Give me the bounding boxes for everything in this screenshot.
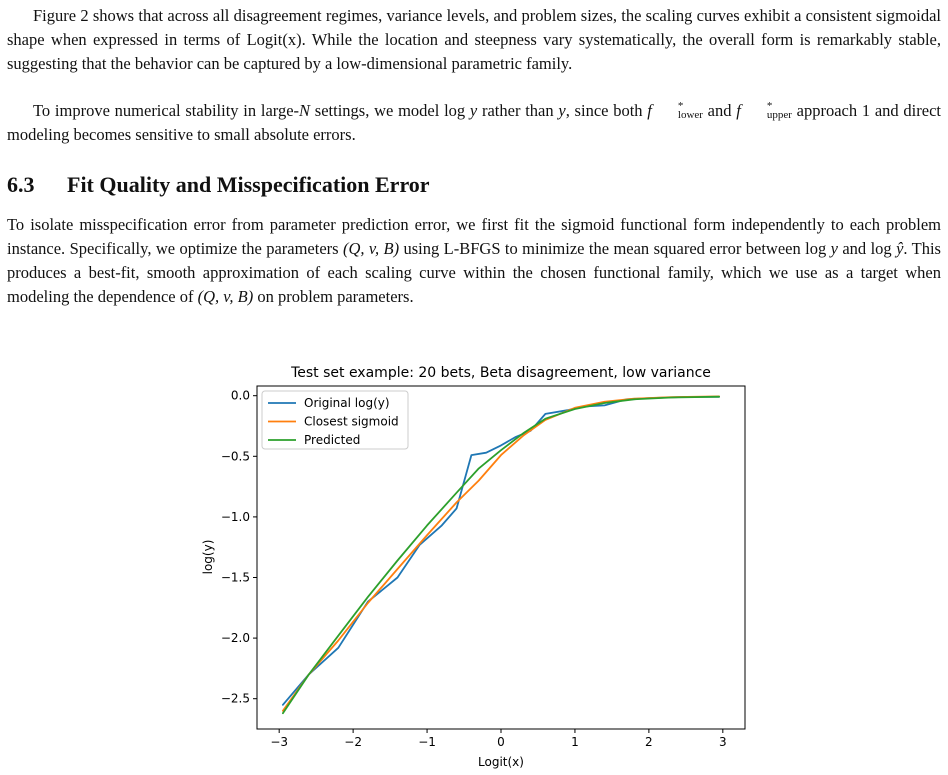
chart-legend: [262, 391, 408, 449]
x-tick-label: 2: [645, 735, 653, 749]
figure-chart: [0, 355, 948, 775]
section-title: Fit Quality and Misspecification Error: [67, 172, 430, 197]
y-tick-label: −0.5: [220, 449, 250, 464]
legend-label: Closest sigmoid: [304, 414, 399, 429]
y-tick-label: −2.0: [220, 631, 250, 646]
y-tick-label: −1.0: [220, 509, 250, 524]
math-y: y: [558, 101, 566, 120]
math-sub-sup: [652, 100, 703, 121]
math-f: f: [736, 101, 741, 120]
section-heading: [7, 172, 430, 198]
section-number: 6.3: [7, 172, 35, 197]
x-tick-label: −2: [344, 735, 362, 749]
paragraph-fit-quality: [7, 213, 941, 309]
paragraph-log-modeling: [7, 99, 941, 147]
paragraph-3-text-4: . This produces a best-fit, smooth approximation of each scaling curve within the chosen functional family, which we use as a target when modeling the dependence of: [7, 239, 941, 306]
legend-label: Original log(y): [304, 396, 390, 410]
x-axis-ticks: [270, 729, 726, 749]
paragraph-figure-2-discussion: [7, 4, 941, 76]
math-params: (Q, v, B): [197, 287, 254, 306]
math-sub-sup: [741, 100, 792, 121]
legend-label: Predicted: [304, 433, 361, 447]
paragraph-2-text-3: rather than: [477, 101, 559, 120]
math-f-lower: [647, 101, 703, 120]
x-tick-label: 1: [571, 735, 579, 749]
math-star: *: [677, 100, 684, 112]
chart-svg: [0, 355, 948, 775]
paragraph-2-text-1: To improve numerical stability in large-: [33, 101, 300, 120]
paragraph-3-text-2: using L-BFGS to minimize the mean squared error between log: [399, 239, 831, 258]
paragraph-2-text-4: , since both: [565, 101, 648, 120]
math-y: y: [830, 239, 838, 258]
math-f: f: [647, 101, 652, 120]
y-axis-label: log(y): [201, 539, 215, 575]
math-f-upper: [736, 101, 792, 120]
paragraph-2-text-6: approach 1 and direct modeling becomes sensitive to small absolute errors.: [7, 101, 941, 144]
y-tick-label: −2.5: [220, 691, 250, 706]
paragraph-3-text-1: To isolate misspecification error from parameter prediction error, we first fit the sigmoid functional form independently to each problem instance. Specifically, we optimize the parameters: [7, 215, 941, 258]
paragraph-1-text: Figure 2 shows that across all disagreement regimes, variance levels, and problem sizes, the scaling curves exhibit a consistent sigmoidal shape when expressed in terms of Logit(x). While the location and steepness vary systematically, the overall form is remarkably stable, suggesting that the behavior can be captured by a low-dimensional parametric family.: [7, 6, 941, 73]
math-subscript-upper: upper: [766, 109, 792, 121]
math-y-hat: ŷ: [896, 239, 904, 258]
y-tick-label: −1.5: [220, 570, 250, 585]
y-tick-label: 0.0: [230, 388, 250, 403]
paragraph-3-text-3: and log: [837, 239, 897, 258]
math-y: y: [469, 101, 478, 120]
math-params: (Q, v, B): [342, 239, 400, 258]
math-n: N: [299, 101, 311, 120]
paragraph-3-text-5: on problem parameters.: [253, 287, 414, 306]
x-tick-label: −1: [418, 735, 436, 749]
x-tick-label: −3: [270, 735, 289, 749]
y-axis-ticks: [221, 389, 257, 706]
x-axis-label: Logit(x): [478, 755, 524, 769]
paragraph-2-text-5: and: [702, 101, 737, 120]
math-star: *: [766, 100, 773, 112]
x-tick-label: 0: [497, 735, 505, 749]
math-subscript-lower: lower: [677, 109, 703, 121]
chart-title: Test set example: 20 bets, Beta disagreement, low variance: [291, 365, 711, 381]
paragraph-2-text-2: settings, we model log: [310, 101, 470, 120]
x-tick-label: 3: [718, 735, 727, 749]
